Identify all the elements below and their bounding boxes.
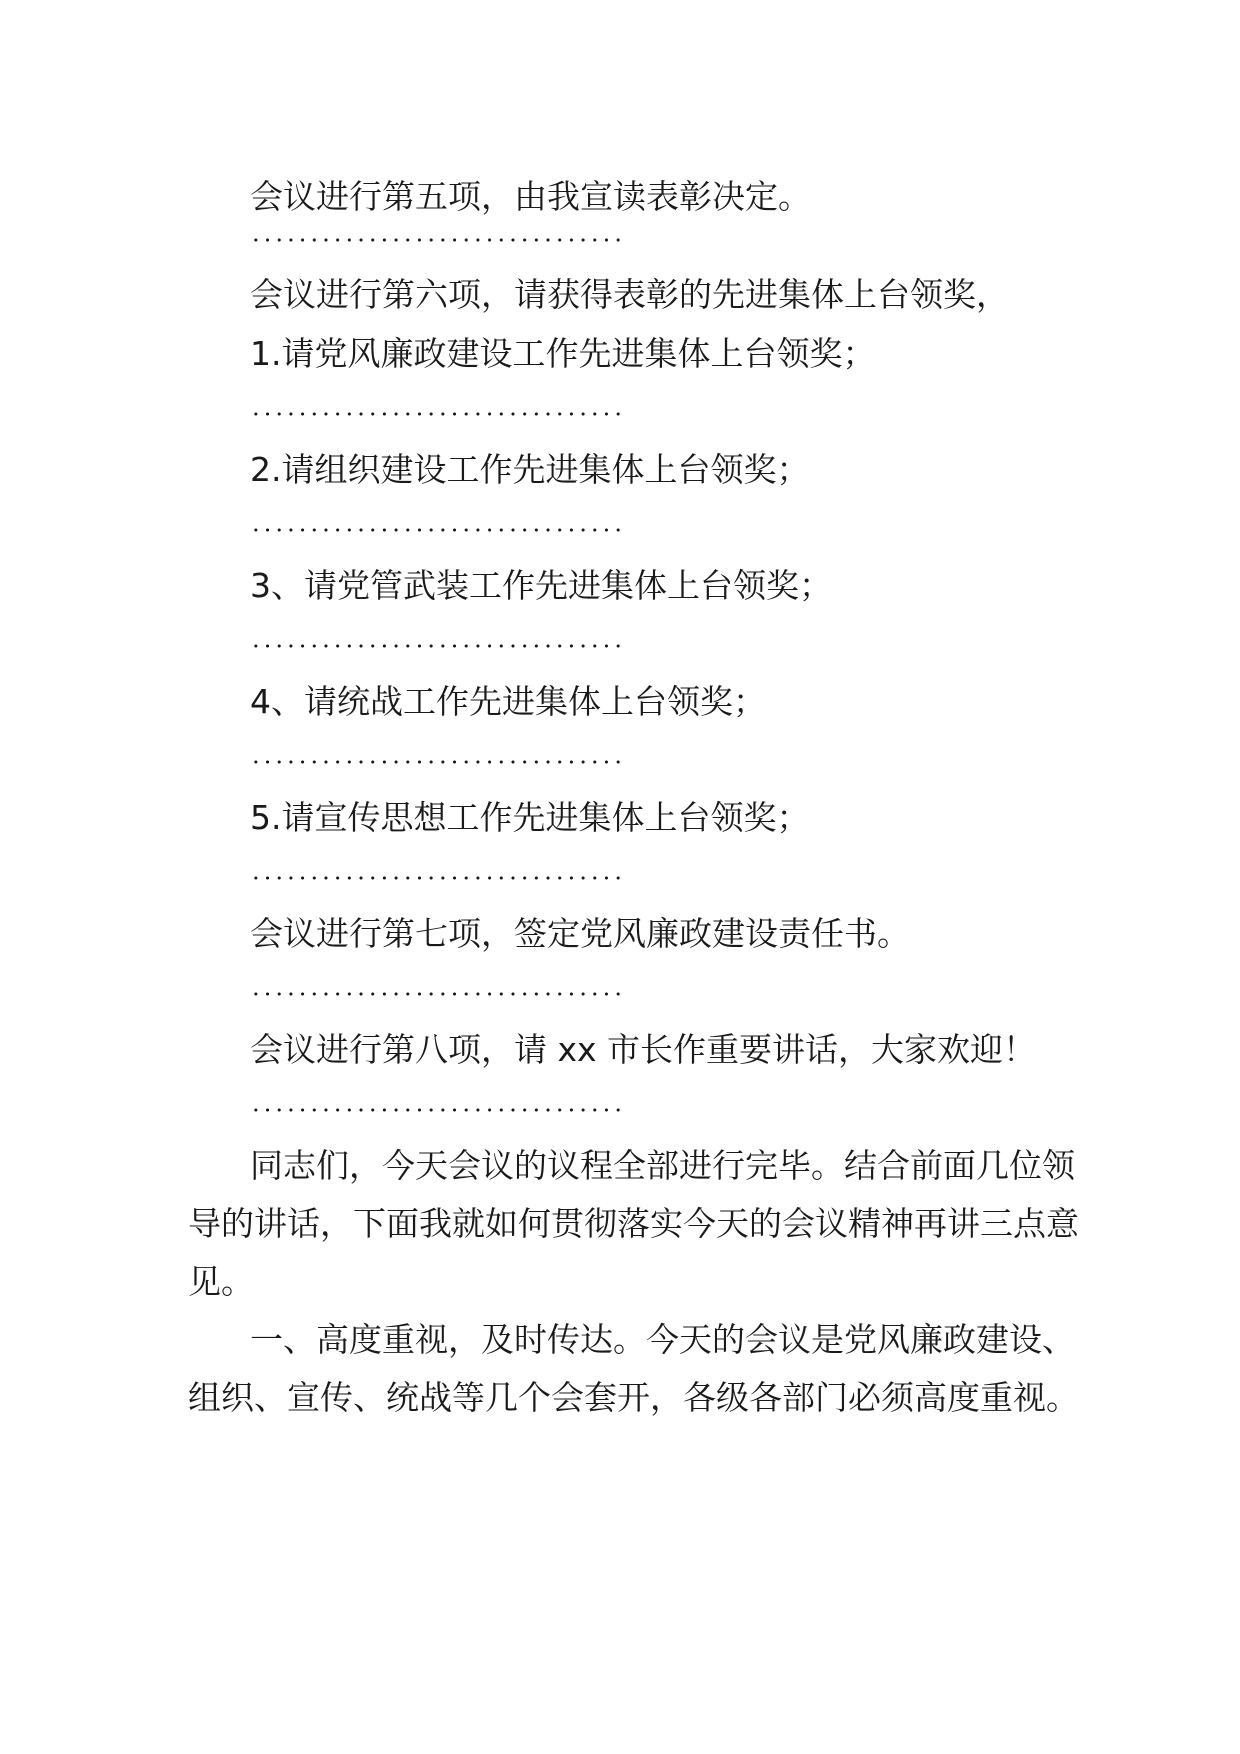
list-item: 2.请组织建设工作先进集体上台领奖； — [250, 450, 810, 489]
paragraph-line: 会议进行第八项，请 xx 市长作重要讲话，大家欢迎！ — [250, 1030, 1037, 1069]
list-item: 1.请党风廉政建设工作先进集体上台领奖； — [250, 334, 876, 373]
paragraph-line: 同志们，今天会议的议程全部进行完毕。结合前面几位领 — [250, 1146, 1075, 1185]
paragraph-line: 会议进行第五项，由我宣读表彰决定。 — [250, 177, 811, 216]
paragraph-line: 会议进行第六项，请获得表彰的先进集体上台领奖， — [250, 275, 1009, 314]
ellipsis-separator — [250, 527, 625, 533]
list-item: 4、请统战工作先进集体上台领奖； — [250, 682, 766, 721]
list-item: 3、请党管武装工作先进集体上台领奖； — [250, 566, 832, 605]
paragraph-line: 组织、宣传、统战等几个会套开，各级各部门必须高度重视。 — [188, 1378, 1079, 1417]
list-item: 5.请宣传思想工作先进集体上台领奖； — [250, 798, 810, 837]
ellipsis-separator — [250, 1107, 625, 1113]
ellipsis-separator — [250, 759, 625, 765]
ellipsis-separator — [250, 643, 625, 649]
paragraph-line: 会议进行第七项，签定党风廉政建设责任书。 — [250, 914, 910, 953]
ellipsis-separator — [250, 411, 625, 417]
paragraph-line: 一、高度重视，及时传达。今天的会议是党风廉政建设、 — [250, 1320, 1075, 1359]
paragraph-line: 导的讲话，下面我就如何贯彻落实今天的会议精神再讲三点意 — [188, 1204, 1079, 1243]
paragraph-line: 见。 — [188, 1262, 254, 1301]
ellipsis-separator — [250, 237, 625, 243]
ellipsis-separator — [250, 875, 625, 881]
ellipsis-separator — [250, 991, 625, 997]
